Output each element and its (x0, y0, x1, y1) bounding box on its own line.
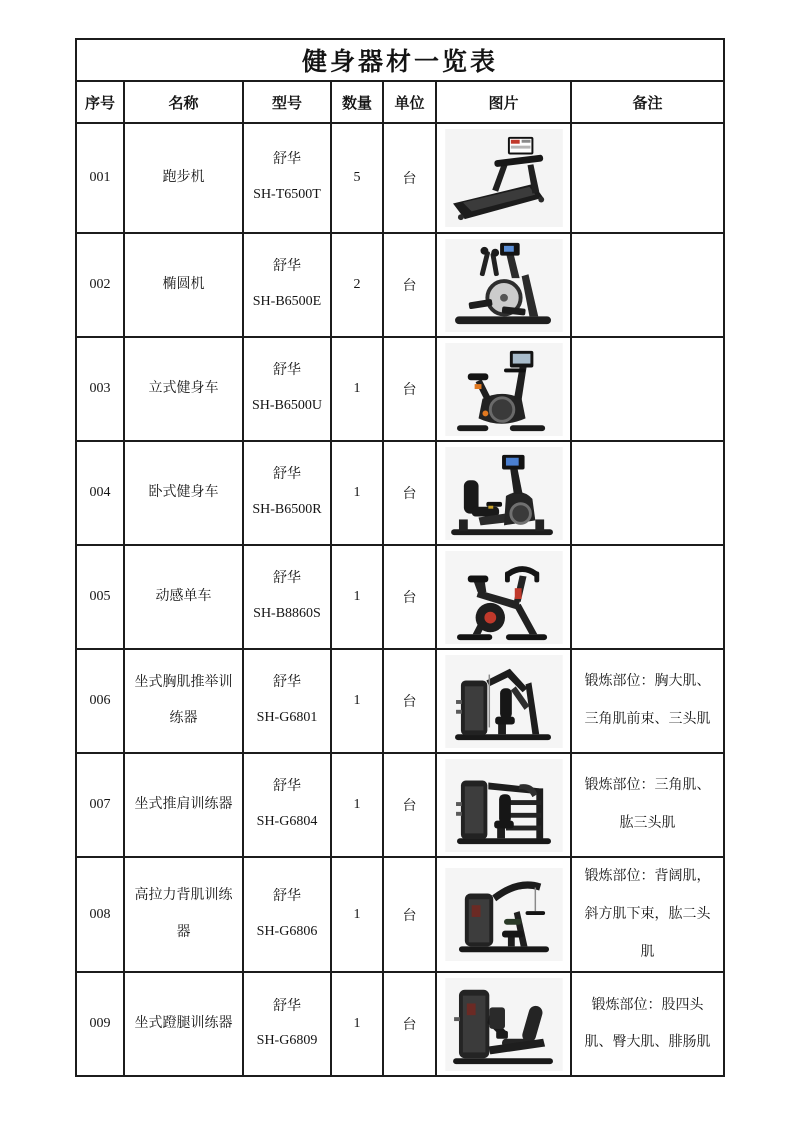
equipment-brand: 舒华 (273, 998, 301, 1014)
unit: 台 (383, 753, 436, 857)
remark (571, 233, 724, 337)
table-title-row (76, 39, 724, 81)
table-row (76, 753, 724, 857)
remark: 锻炼部位：三角肌、肱三头肌 (571, 753, 724, 857)
remark (571, 123, 724, 233)
row-index: 006 (76, 649, 124, 753)
table-header-row (76, 81, 724, 123)
equipment-name: 高拉力背肌训练器 (124, 857, 243, 972)
quantity: 1 (331, 649, 383, 753)
upright-bike-image (439, 343, 568, 436)
elliptical-image (439, 239, 568, 332)
remark (571, 545, 724, 649)
quantity: 1 (331, 545, 383, 649)
row-index: 004 (76, 441, 124, 545)
equipment-brand: 舒华 (273, 888, 301, 904)
remark: 锻炼部位：背阔肌，斜方肌下束，肱二头肌 (571, 857, 724, 972)
unit: 台 (383, 123, 436, 233)
chest-press-image (439, 655, 568, 748)
equipment-brand: 舒华 (273, 152, 301, 168)
equipment-name: 卧式健身车 (124, 441, 243, 545)
table-row (76, 545, 724, 649)
quantity: 1 (331, 337, 383, 441)
unit: 台 (383, 545, 436, 649)
equipment-model: SH-B6500U (251, 398, 322, 413)
table-row (76, 337, 724, 441)
equipment-brand: 舒华 (273, 467, 301, 483)
equipment-model: SH-G6809 (256, 1033, 318, 1049)
remark: 锻炼部位：胸大肌、三角肌前束、三头肌 (571, 649, 724, 753)
table-row (76, 857, 724, 972)
equipment-name: 动感单车 (124, 545, 243, 649)
row-index: 003 (76, 337, 124, 441)
table-row (76, 972, 724, 1076)
equipment-model: SH-G6806 (256, 923, 318, 939)
row-index: 002 (76, 233, 124, 337)
table-row (76, 123, 724, 233)
lat-pulldown-image (439, 868, 568, 961)
remark (571, 337, 724, 441)
quantity: 1 (331, 972, 383, 1076)
quantity: 1 (331, 857, 383, 972)
table-row (76, 649, 724, 753)
col-header-remark: 备注 (571, 81, 724, 123)
shoulder-press-image (439, 759, 568, 852)
equipment-table (75, 38, 725, 1077)
equipment-model: SH-T6500T (253, 187, 321, 202)
equipment-name: 跑步机 (124, 123, 243, 233)
equipment-name: 椭圆机 (124, 233, 243, 337)
row-index: 001 (76, 123, 124, 233)
unit: 台 (383, 857, 436, 972)
row-index: 005 (76, 545, 124, 649)
equipment-name: 坐式推肩训练器 (124, 753, 243, 857)
unit: 台 (383, 233, 436, 337)
spin-bike-image (439, 551, 568, 644)
equipment-model: SH-G6801 (256, 710, 318, 725)
quantity: 1 (331, 441, 383, 545)
col-header-image: 图片 (436, 81, 571, 123)
col-header-name: 名称 (124, 81, 243, 123)
equipment-model: SH-B8860S (253, 606, 321, 621)
row-index: 009 (76, 972, 124, 1076)
unit: 台 (383, 972, 436, 1076)
page-title: 健身器材一览表 (76, 39, 724, 81)
unit: 台 (383, 441, 436, 545)
remark (571, 441, 724, 545)
quantity: 2 (331, 233, 383, 337)
equipment-model: SH-B6500E (252, 294, 322, 309)
table-row (76, 233, 724, 337)
equipment-brand: 舒华 (273, 571, 301, 587)
treadmill-image (439, 129, 568, 227)
leg-press-image (439, 978, 568, 1071)
col-header-quantity: 数量 (331, 81, 383, 123)
quantity: 1 (331, 753, 383, 857)
equipment-brand: 舒华 (273, 259, 301, 275)
col-header-model: 型号 (243, 81, 331, 123)
remark: 锻炼部位：股四头肌、臀大肌、腓肠肌 (571, 972, 724, 1076)
row-index: 007 (76, 753, 124, 857)
quantity: 5 (331, 123, 383, 233)
unit: 台 (383, 337, 436, 441)
unit: 台 (383, 649, 436, 753)
equipment-name: 坐式蹬腿训练器 (124, 972, 243, 1076)
col-header-unit: 单位 (383, 81, 436, 123)
row-index: 008 (76, 857, 124, 972)
equipment-name: 立式健身车 (124, 337, 243, 441)
equipment-name: 坐式胸肌推举训练器 (124, 649, 243, 753)
equipment-model: SH-G6804 (256, 814, 318, 829)
equipment-brand: 舒华 (273, 675, 301, 691)
equipment-brand: 舒华 (273, 779, 301, 795)
equipment-model: SH-B6500R (252, 502, 322, 517)
recumbent-bike-image (439, 447, 568, 540)
table-row (76, 441, 724, 545)
equipment-brand: 舒华 (273, 363, 301, 379)
col-header-index: 序号 (76, 81, 124, 123)
